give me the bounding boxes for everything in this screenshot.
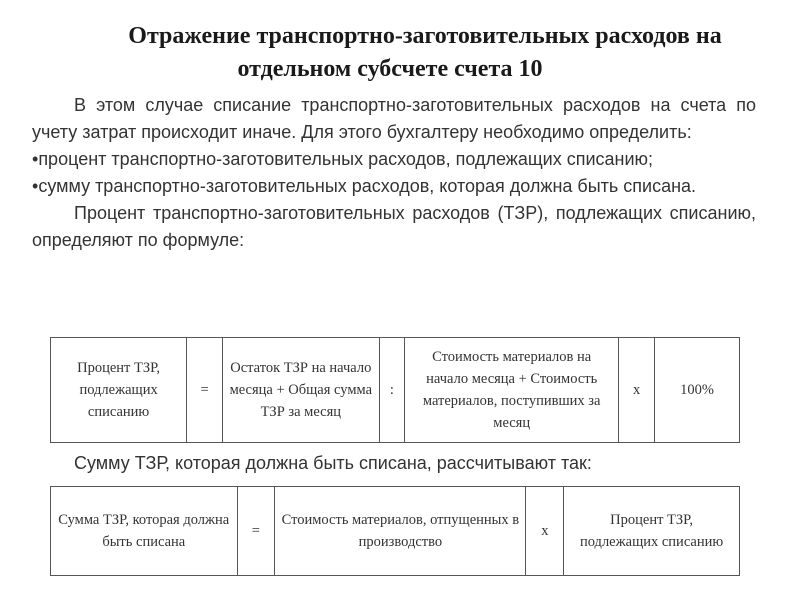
sum-formula-table xyxy=(50,486,740,576)
formula-denominator-cell: Стоимость материалов на начало месяца + Стоимость материалов, поступивших за месяц xyxy=(405,338,619,443)
bullet-marker: • xyxy=(32,176,39,196)
equals-sign: = xyxy=(187,338,223,443)
bullet-text-2: сумму транспортно-заготовительных расходов, которая должна быть списана. xyxy=(38,176,697,196)
formula-numerator-cell: Остаток ТЗР на начало месяца + Общая сумма ТЗР за месяц xyxy=(222,338,379,443)
title-line-2: отдельном субсчете счета 10 xyxy=(237,56,543,82)
bullet-item-2 xyxy=(32,173,756,200)
page-title xyxy=(40,20,780,86)
bullet-item-1 xyxy=(32,146,756,173)
equals-sign: = xyxy=(237,487,275,576)
multiply-sign: х xyxy=(619,338,655,443)
percent-value-cell: 100% xyxy=(655,338,740,443)
formula-result-cell: Процент ТЗР, подлежащих списанию xyxy=(51,338,187,443)
sum-intro-paragraph: Сумму ТЗР, которая должна быть списана, рассчитывают так: xyxy=(74,453,592,473)
formula2-result-cell: Сумма ТЗР, которая должна быть списана xyxy=(51,487,238,576)
body-text xyxy=(32,92,756,254)
intro-paragraph: В этом случае списание транспортно-заготовительных расходов на счета по учету затрат происходит иначе. Для этого бухгалтеру необходимо определить: xyxy=(32,95,756,142)
multiply-sign: х xyxy=(526,487,564,576)
title-line-1: Отражение транспортно-заготовительных расходов на xyxy=(128,23,722,49)
formula-intro-paragraph: Процент транспортно-заготовительных расходов (ТЗР), подлежащих списанию, определяют по формуле: xyxy=(32,203,756,250)
formula2-factor-cell: Процент ТЗР, подлежащих списанию xyxy=(564,487,740,576)
bullet-text-1: процент транспортно-заготовительных расходов, подлежащих списанию; xyxy=(38,149,654,169)
divide-sign: : xyxy=(379,338,405,443)
percent-formula-table xyxy=(50,337,740,443)
formula2-operand-cell: Стоимость материалов, отпущенных в производство xyxy=(275,487,526,576)
bullet-marker: • xyxy=(32,149,39,169)
